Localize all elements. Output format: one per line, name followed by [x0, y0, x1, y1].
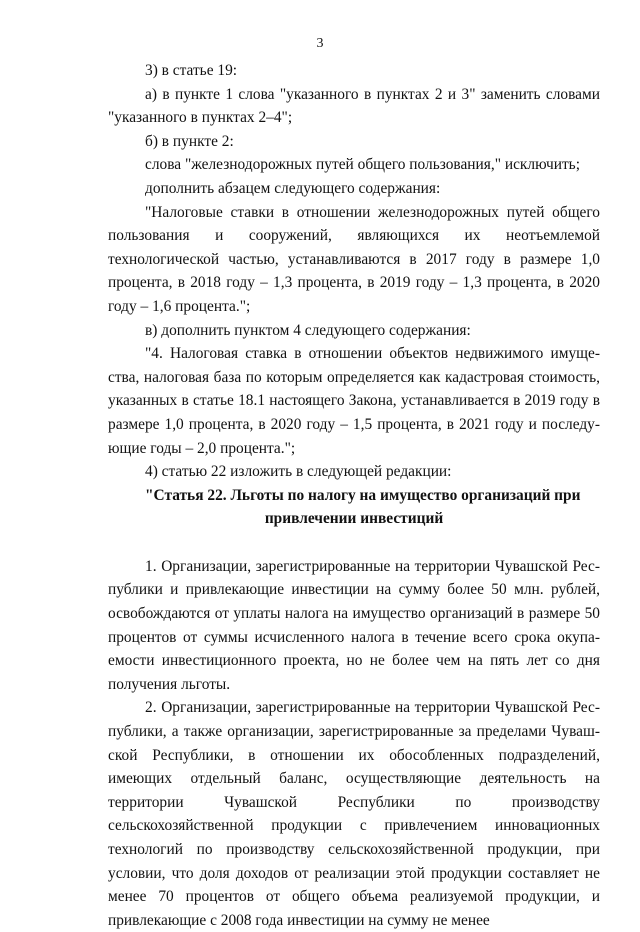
paragraph: в) дополнить пунктом 4 следующего содержания:: [145, 321, 471, 339]
paragraph: а) в пункте 1 слова "указанного в пунктах 2 и 3" заменить словами "указанного в пунктах 2–4";: [108, 85, 600, 127]
paragraph: 4) статью 22 изложить в следующей редакции:: [145, 463, 452, 481]
paragraph: "Налоговые ставки в отношении железнодорожных путей общего пользования и сооружений, являющихся их неотъемлемой технологической частью, устанавливаются в 2017 году в размере 1,0 процента, в 2018 году – 1,3 процента, в 2019 году – 1,3 процента, в 2020 году – 1,6 процента.";: [108, 203, 600, 315]
document-body: [108, 59, 600, 932]
paragraph: "4. Налоговая ставка в отношении объектов недвижимого имущества, налоговая база по которым определяется как кадастровая стоимость, указанных в статье 18.1 настоящего Закона, устанавливается в 2019 году в размере 1,0 процента, в 2020 году – 1,5 процента, в 2021 году и последующие годы – 2,0 процента.";: [108, 345, 600, 457]
paragraph: б) в пункте 2:: [145, 132, 234, 150]
paragraph: слова "железнодорожных путей общего пользования," исключить;: [145, 156, 580, 174]
paragraph: 2. Организации, зарегистрированные на территории Чувашской Республики, а также организации, зарегистрированные за пределами Чувашской Республики, в отношении их обособленных подразделений, имеющих отдельный баланс, осуществляющие деятельность на территории Чувашской Республики по производству сельскохозяйственной продукции с привлечением инновационных технологий по производству сельскохозяйственной продукции, при условии, что доля доходов от реализации этой продукции составляет не менее 70 процентов от общего объема реализуемой продукции, и привлекающие с 2008 года инвестиции на сумму не менее: [108, 699, 600, 929]
page-number: 3: [316, 36, 324, 51]
article-heading-line-1: "Статья 22. Льготы по налогу на имущество организаций при: [145, 486, 581, 504]
section-spacer: [108, 531, 600, 555]
paragraph: 1. Организации, зарегистрированные на территории Чувашской Республики и привлекающие инвестиции на сумму более 50 млн. рублей, освобождаются от уплаты налога на имущество организаций в размере 50 процентов от суммы исчисленного налога в течение всего срока окупаемости инвестиционного проекта, но не более чем на пять лет со дня получения льготы.: [108, 557, 600, 693]
article-heading: [108, 484, 600, 531]
article-heading-line-2: привлечении инвестиций: [264, 510, 444, 528]
paragraph: 3) в статье 19:: [145, 62, 238, 79]
paragraph: дополнить абзацем следующего содержания:: [145, 179, 441, 197]
